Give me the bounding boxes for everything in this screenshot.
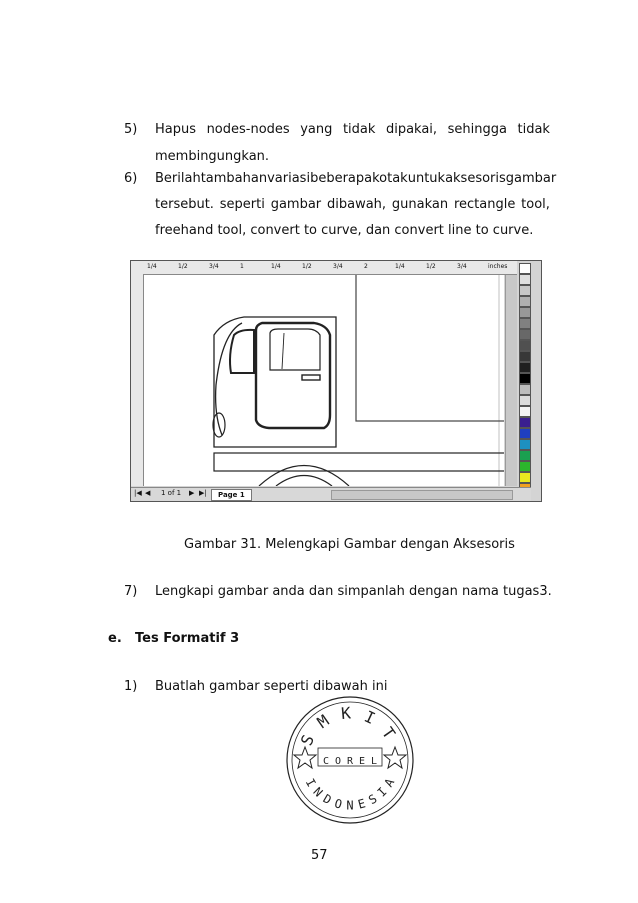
- palette-swatch[interactable]: [519, 285, 531, 296]
- step-5-word: dipakai,: [385, 122, 438, 137]
- palette-swatch[interactable]: [519, 296, 531, 307]
- stamp-middle-letter: E: [358, 756, 366, 767]
- stamp-bottom-letter: N: [346, 798, 354, 813]
- palette-swatch[interactable]: [519, 329, 531, 340]
- stamp-bottom-letter: O: [332, 796, 344, 812]
- step-6-word: tool,: [521, 197, 550, 212]
- step-6-word: gambar: [270, 197, 322, 212]
- stamp-bottom-letter: D: [320, 791, 334, 808]
- palette-swatch[interactable]: [519, 395, 531, 406]
- horizontal-ruler: [131, 261, 517, 275]
- step-5-line-2: [155, 149, 550, 164]
- stamp-bottom-letter: N: [310, 784, 326, 800]
- stamp-top-letter: I: [361, 706, 379, 729]
- section-title: Tes Formatif 3: [135, 631, 240, 646]
- smk-stamp-logo: [285, 695, 415, 825]
- step-6-word: rectangle: [453, 197, 516, 212]
- status-bar: [131, 487, 531, 501]
- palette-swatch[interactable]: [519, 351, 531, 362]
- palette-swatch[interactable]: [519, 384, 531, 395]
- palette-swatch[interactable]: [519, 439, 531, 450]
- step-6-word: seperti: [219, 197, 265, 212]
- palette-swatch[interactable]: [519, 450, 531, 461]
- palette-swatch[interactable]: [519, 417, 531, 428]
- step-5-number: 5): [124, 122, 138, 137]
- nav-first-icon[interactable]: |◀: [134, 489, 142, 497]
- star-left-icon: [294, 747, 316, 768]
- stamp-bottom-letter: E: [356, 796, 368, 812]
- stamp-middle-letter: C: [322, 756, 330, 767]
- ruler-tick-label: 1/2: [426, 263, 436, 270]
- step-6-word: freehand tool, convert to curve, dan convert line to curve.: [155, 223, 534, 238]
- ruler-tick-label: inches: [488, 263, 508, 270]
- section-label: e.: [108, 631, 122, 646]
- nav-last-icon[interactable]: ▶|: [199, 489, 207, 497]
- step-6-word: untuk: [407, 171, 446, 186]
- ruler-tick-label: 1/4: [271, 263, 281, 270]
- step-5-word: nodes-nodes: [206, 122, 290, 137]
- vertical-ruler: [131, 274, 144, 486]
- stamp-bottom-letter: S: [366, 791, 380, 808]
- palette-swatch[interactable]: [519, 461, 531, 472]
- step-1-text: Buatlah gambar seperti dibawah ini: [155, 679, 388, 694]
- step-6-line-2: [155, 197, 550, 212]
- step-6-word: beberapa: [310, 171, 373, 186]
- ruler-tick-label: 1/4: [147, 263, 157, 270]
- palette-swatch[interactable]: [519, 373, 531, 384]
- step-6-word: aksesoris: [445, 171, 506, 186]
- step-6-word: dibawah,: [327, 197, 387, 212]
- ruler-tick-label: 2: [364, 263, 368, 270]
- nav-next-icon[interactable]: ▶: [189, 489, 195, 497]
- nav-prev-icon[interactable]: ◀: [145, 489, 151, 497]
- step-5-word: membingungkan.: [155, 149, 270, 164]
- stamp-bottom-letter: A: [381, 776, 398, 790]
- stamp-top-letter: K: [340, 703, 352, 724]
- truck-drawing: [144, 275, 504, 486]
- palette-swatch[interactable]: [519, 318, 531, 329]
- palette-swatch[interactable]: [519, 274, 531, 285]
- page-number: 57: [311, 848, 328, 863]
- figure-caption: Gambar 31. Melengkapi Gambar dengan Aksesoris: [184, 537, 515, 552]
- page-tab[interactable]: Page 1: [211, 489, 252, 501]
- stamp-top-letter: S: [296, 731, 319, 749]
- step-6-number: 6): [124, 171, 138, 186]
- step-5-word: sehingga: [447, 122, 507, 137]
- stamp-middle-letter: L: [370, 756, 378, 767]
- step-6-word: gambar: [505, 171, 557, 186]
- stamp-bottom-letter: I: [302, 776, 319, 790]
- ruler-tick-label: 3/4: [457, 263, 467, 270]
- ruler-tick-label: 3/4: [333, 263, 343, 270]
- step-5-word: tidak: [342, 122, 376, 137]
- step-5-word: Hapus: [155, 122, 197, 137]
- palette-swatch[interactable]: [519, 362, 531, 373]
- step-6-word: kotak: [372, 171, 408, 186]
- step-5-word: tidak: [517, 122, 550, 137]
- ruler-tick-label: 1/2: [302, 263, 312, 270]
- step-6-word: tambahan: [200, 171, 268, 186]
- step-5-line-1: [155, 122, 550, 137]
- palette-swatch[interactable]: [519, 406, 531, 417]
- color-palette: [519, 263, 531, 502]
- ruler-tick-label: 1/2: [178, 263, 188, 270]
- vertical-scrollbar[interactable]: [505, 275, 517, 486]
- step-6-word: variasi: [267, 171, 311, 186]
- palette-swatch[interactable]: [519, 428, 531, 439]
- palette-swatch[interactable]: [519, 307, 531, 318]
- horizontal-scrollbar[interactable]: [331, 490, 513, 500]
- step-6-line-1: [155, 171, 557, 186]
- ruler-tick-label: 3/4: [209, 263, 219, 270]
- step-5-word: yang: [300, 122, 333, 137]
- step-7-text: Lengkapi gambar anda dan simpanlah dengan nama tugas3.: [155, 584, 552, 599]
- stamp-top-letter: M: [313, 710, 333, 733]
- step-6-word: gunakan: [391, 197, 449, 212]
- stamp-top-letter: T: [377, 723, 400, 743]
- stamp-bottom-letter: I: [374, 784, 390, 800]
- star-right-icon: [384, 747, 406, 768]
- step-6-word: Berilah: [155, 171, 201, 186]
- page-count: 1 of 1: [161, 489, 182, 497]
- palette-swatch[interactable]: [519, 340, 531, 351]
- coreldraw-screenshot: [130, 260, 542, 502]
- step-1-number: 1): [124, 679, 138, 694]
- palette-swatch[interactable]: [519, 472, 531, 483]
- ruler-tick-label: 1: [240, 263, 244, 270]
- palette-swatch[interactable]: [519, 263, 531, 274]
- step-6-word: tersebut.: [155, 197, 214, 212]
- step-7-number: 7): [124, 584, 138, 599]
- stamp-middle-letter: R: [346, 756, 354, 767]
- stamp-middle-letter: O: [334, 756, 342, 767]
- ruler-tick-label: 1/4: [395, 263, 405, 270]
- drawing-canvas: [144, 275, 504, 486]
- step-6-line-3: [155, 223, 550, 238]
